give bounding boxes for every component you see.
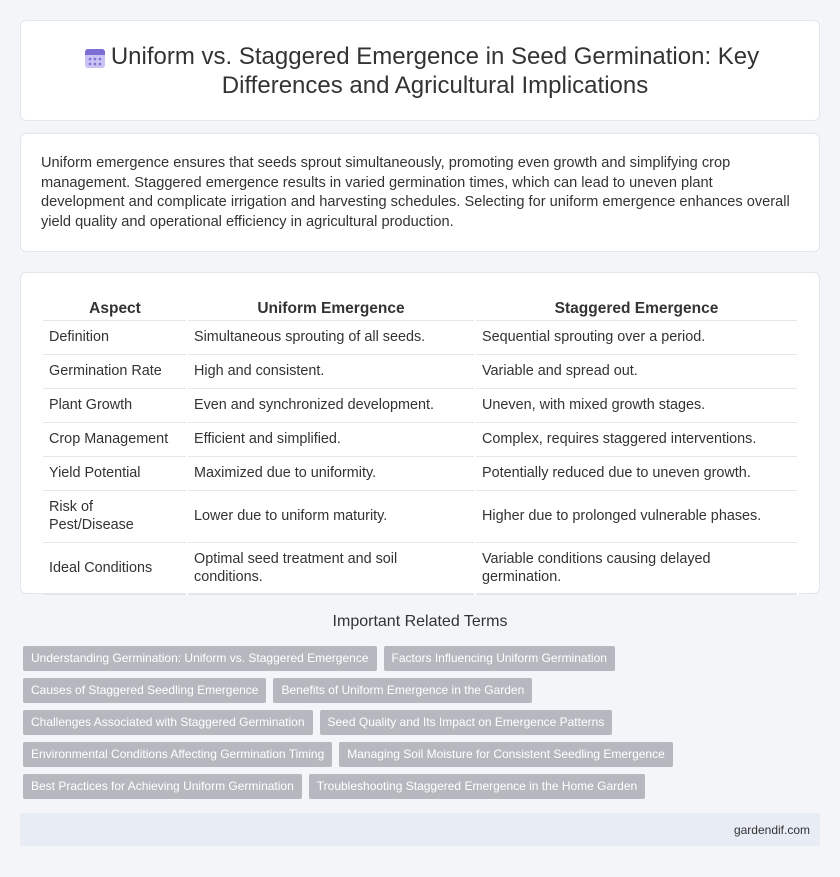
table-cell: Optimal seed treatment and soil conditions. xyxy=(187,542,475,594)
related-term-tag[interactable]: Managing Soil Moisture for Consistent Seedling Emergence xyxy=(339,742,673,767)
table-cell: Ideal Conditions xyxy=(43,542,187,594)
related-term-tag[interactable]: Best Practices for Achieving Uniform Germination xyxy=(23,774,302,799)
table-row xyxy=(43,354,798,388)
intro-paragraph: Uniform emergence ensures that seeds sprout simultaneously, promoting even growth and simplifying crop management. Staggered emergence results in varied germination times, which can lead to uneven plant development and complicate irrigation and harvesting schedules. Selecting for uniform emergence enhances overall yield quality and operational efficiency in agricultural production. xyxy=(41,155,790,230)
header-card xyxy=(20,20,820,121)
table-cell: Even and synchronized development. xyxy=(187,388,475,422)
table-header-row xyxy=(43,295,798,320)
table-cell: Efficient and simplified. xyxy=(187,422,475,456)
table-cell: Risk of Pest/Disease xyxy=(43,490,187,542)
column-header-staggered: Staggered Emergence xyxy=(475,295,798,320)
table-cell: Yield Potential xyxy=(43,456,187,490)
tag-row xyxy=(23,774,823,806)
related-term-tag[interactable]: Troubleshooting Staggered Emergence in the Home Garden xyxy=(309,774,645,799)
table-row xyxy=(43,490,798,542)
table-row xyxy=(43,542,798,594)
table-cell: Variable conditions causing delayed germination. xyxy=(475,542,798,594)
column-header-uniform: Uniform Emergence xyxy=(187,295,475,320)
table-cell: Plant Growth xyxy=(43,388,187,422)
related-term-tag[interactable]: Challenges Associated with Staggered Germination xyxy=(23,710,313,735)
table-cell: Maximized due to uniformity. xyxy=(187,456,475,490)
related-term-tag[interactable]: Causes of Staggered Seedling Emergence xyxy=(23,678,266,703)
table-row xyxy=(43,388,798,422)
related-term-tag[interactable]: Benefits of Uniform Emergence in the Garden xyxy=(273,678,532,703)
tag-row xyxy=(23,646,823,678)
related-term-tag[interactable]: Understanding Germination: Uniform vs. Staggered Emergence xyxy=(23,646,377,671)
related-term-tag[interactable]: Factors Influencing Uniform Germination xyxy=(384,646,615,671)
column-header-aspect: Aspect xyxy=(43,295,187,320)
page-title: Uniform vs. Staggered Emergence in Seed Germination: Key Differences and Agricultural Implications xyxy=(110,42,760,99)
related-term-tag[interactable]: Seed Quality and Its Impact on Emergence Patterns xyxy=(320,710,613,735)
intro-card xyxy=(20,133,820,252)
tag-row xyxy=(23,742,823,774)
related-terms-title: Important Related Terms xyxy=(332,613,508,630)
table-row xyxy=(43,320,798,354)
related-term-tag[interactable]: Environmental Conditions Affecting Germination Timing xyxy=(23,742,332,767)
tag-row xyxy=(23,678,823,710)
table-cell: Simultaneous sprouting of all seeds. xyxy=(187,320,475,354)
table-row xyxy=(43,422,798,456)
table-cell: Higher due to prolonged vulnerable phases. xyxy=(475,490,798,542)
table-cell: Complex, requires staggered interventions. xyxy=(475,422,798,456)
table-cell: Definition xyxy=(43,320,187,354)
footer xyxy=(20,813,820,846)
comparison-table xyxy=(43,295,799,595)
table-cell: Potentially reduced due to uneven growth. xyxy=(475,456,798,490)
table-cell: Germination Rate xyxy=(43,354,187,388)
table-cell: Uneven, with mixed growth stages. xyxy=(475,388,798,422)
table-cell: Sequential sprouting over a period. xyxy=(475,320,798,354)
comparison-table-card xyxy=(20,272,820,594)
footer-site-link[interactable]: gardendif.com xyxy=(733,822,810,837)
table-row xyxy=(43,456,798,490)
tag-row xyxy=(23,710,823,742)
table-cell: Crop Management xyxy=(43,422,187,456)
table-cell: Variable and spread out. xyxy=(475,354,798,388)
table-cell: Lower due to uniform maturity. xyxy=(187,490,475,542)
table-cell: High and consistent. xyxy=(187,354,475,388)
related-terms-tags xyxy=(23,646,823,806)
